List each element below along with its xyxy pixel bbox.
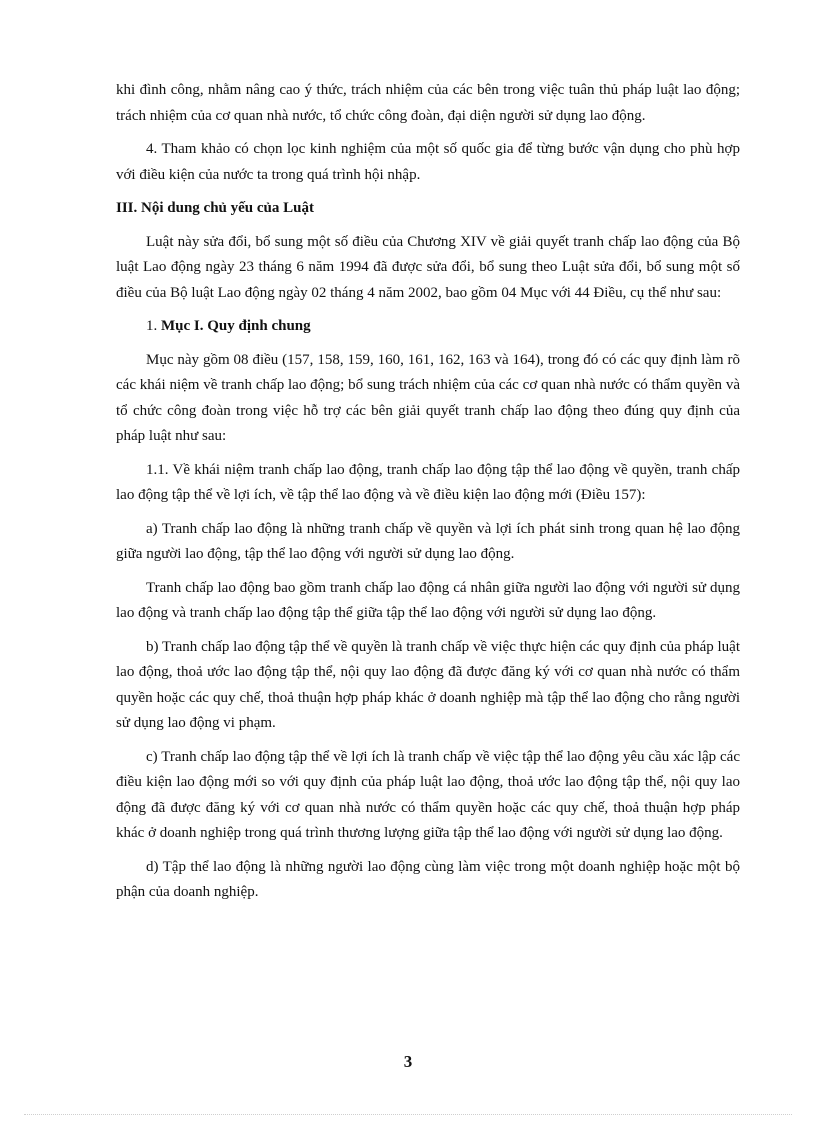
subsection-intro: Mục này gồm 08 điều (157, 158, 159, 160, 161, 162, 163 và 164), trong đó có các quy định làm rõ các khái niệm về tranh chấp lao động; bổ sung trách nhiệm của các cơ quan nhà nước có thẩm quyền và tổ chức công đoàn trong việc hỗ trợ các bên giải quyết tranh chấp lao động theo đúng quy định của pháp luật như sau: (116, 351, 740, 444)
item-c: c) Tranh chấp lao động tập thể về lợi ích là tranh chấp về việc tập thể lao động yêu cầu xác lập các điều kiện lao động mới so với quy định của pháp luật lao động, thoả ước lao động tập thể, nội quy lao động đã được đăng ký với cơ quan nhà nước có thẩm quyền hoặc các quy chế, thoả thuận hợp pháp khác ở doanh nghiệp trong quá trình thương lượng giữa tập thể lao động với người sử dụng lao động. (116, 748, 740, 841)
page-bottom-divider (24, 1114, 792, 1115)
item-a: a) Tranh chấp lao động là những tranh chấp về quyền và lợi ích phát sinh trong quan hệ lao động giữa người lao động, tập thể lao động với người sử dụng lao động. (116, 520, 740, 562)
item-1-1: 1.1. Về khái niệm tranh chấp lao động, tranh chấp lao động tập thể lao động về quyền, tranh chấp lao động tập thể về lợi ích, về tập thể lao động và về điều kiện lao động mới (Điều 157): (116, 461, 740, 503)
section-intro: Luật này sửa đổi, bổ sung một số điều của Chương XIV về giải quyết tranh chấp lao động của Bộ luật Lao động ngày 23 tháng 6 năm 1994 đã được sửa đổi, bổ sung theo Luật sửa đổi, bổ sung một số điều của Bộ luật Lao động ngày 02 tháng 4 năm 2002, bao gồm 04 Mục với 44 Điều, cụ thể như sau: (116, 233, 740, 301)
item-d: d) Tập thể lao động là những người lao động cùng làm việc trong một doanh nghiệp hoặc một bộ phận của doanh nghiệp. (116, 858, 740, 900)
page-number: 3 (403, 1052, 413, 1071)
item-b: b) Tranh chấp lao động tập thể về quyền là tranh chấp về việc thực hiện các quy định của pháp luật lao động, thoả ước lao động tập thể, nội quy lao động đã được đăng ký với cơ quan nhà nước có thẩm quyền hoặc các quy chế, thoả thuận hợp pháp khác ở doanh nghiệp mà tập thể lao động cho rằng người sử dụng lao động vi phạm. (116, 638, 740, 731)
subsection-title: Mục I. Quy định chung (161, 318, 311, 334)
document-page (116, 78, 740, 914)
subsection-number: 1. (146, 318, 158, 334)
subsection-heading (116, 314, 740, 340)
item-a-detail: Tranh chấp lao động bao gồm tranh chấp lao động cá nhân giữa người lao động với người sử dụng lao động và tranh chấp lao động tập thể giữa tập thể lao động với người sử dụng lao động. (116, 579, 740, 621)
paragraph-item-4: 4. Tham khảo có chọn lọc kinh nghiệm của một số quốc gia để từng bước vận dụng cho phù hợp với điều kiện của nước ta trong quá trình hội nhập. (116, 141, 740, 183)
paragraph-continuation: khi đình công, nhằm nâng cao ý thức, trách nhiệm của các bên trong việc tuân thủ pháp luật lao động; trách nhiệm của cơ quan nhà nước, tổ chức công đoàn, đại diện người sử dụng lao động. (116, 82, 740, 124)
section-heading: III. Nội dung chủ yếu của Luật (116, 200, 314, 216)
